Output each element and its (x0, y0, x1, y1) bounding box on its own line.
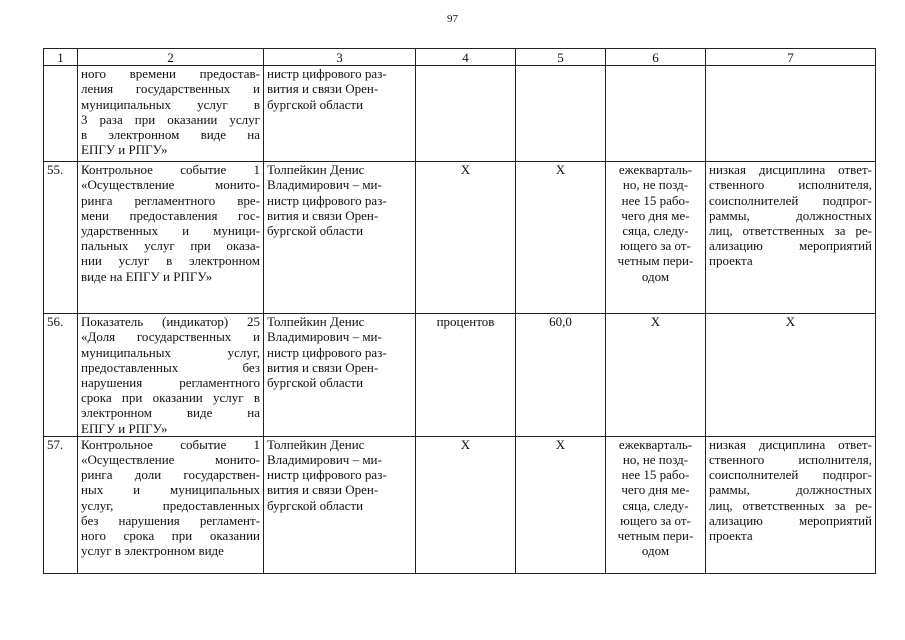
responsible-line: Владимирович – ми- (267, 452, 382, 468)
responsible-cell (264, 436, 416, 573)
responsible-line: бургской области (267, 375, 364, 391)
responsible-line: Толпейкин Денис (267, 436, 365, 452)
value-cell (516, 66, 606, 162)
indicator-name-line: ринга регламентного вре- (81, 192, 260, 208)
period-line: чего дня ме- (621, 207, 690, 223)
responsible-line: бургской области (267, 497, 364, 513)
header-row (44, 49, 876, 66)
indicator-name-line: ЕПГУ и РПГУ» (81, 142, 168, 158)
responsible-line: Толпейкин Денис (267, 162, 365, 178)
indicator-name-line: в электронном виде на (81, 127, 260, 143)
indicator-name-line: Контрольное событие 1 (81, 162, 260, 178)
risk-line: низкая дисциплина ответ- (709, 162, 872, 178)
indicator-name-line: «Осуществление монито- (81, 452, 260, 468)
indicator-name-line: ЕПГУ и РПГУ» (81, 420, 168, 436)
row-number-cell (44, 314, 78, 437)
column-header: 2 (78, 49, 264, 66)
row-number: 56. (47, 314, 64, 330)
page-number: 97 (447, 13, 458, 25)
risk-cell (706, 314, 876, 437)
indicator-name-line: предоставленных без (81, 359, 260, 375)
responsible-line: вития и связи Орен- (267, 207, 379, 223)
indicator-name-line: ринга доли государствен- (81, 467, 260, 483)
indicator-name-line: муниципальных услуг в (81, 96, 260, 112)
period-line: одом (641, 268, 670, 284)
risk-cell (706, 436, 876, 573)
period-line: чего дня ме- (621, 482, 690, 498)
indicator-name-line: «Осуществление монито- (81, 177, 260, 193)
responsible-line: нистр цифрового раз- (267, 344, 387, 360)
row-number: 57. (47, 436, 64, 452)
row-number-cell (44, 436, 78, 573)
risk-line: проекта (709, 253, 753, 269)
table-row (44, 314, 876, 437)
value-cell: Х (516, 436, 606, 573)
column-header: 3 (264, 49, 416, 66)
responsible-line: Толпейкин Денис (267, 314, 365, 330)
value-cell: 60,0 (516, 314, 606, 437)
risk-cell (706, 162, 876, 314)
row-number-cell (44, 162, 78, 314)
risk-line: соисполнителей подпрог- (709, 467, 872, 483)
table-row (44, 162, 876, 314)
period-cell (606, 162, 706, 314)
period-line: но, не позд- (622, 177, 689, 193)
indicator-name-line: 3 раза при оказании услуг (81, 111, 260, 127)
indicator-name-line: муниципальных услуг, (81, 344, 260, 360)
value-cell: Х (516, 162, 606, 314)
indicator-name-cell (78, 436, 264, 573)
risk-line: раммы, должностных (709, 482, 872, 498)
indicator-name-line: нарушения регламентного (81, 375, 260, 391)
responsible-line: вития и связи Орен- (267, 482, 379, 498)
table-row (44, 66, 876, 162)
risk-line: Х (785, 314, 796, 330)
indicator-name-line: «Доля государственных и (81, 329, 260, 345)
responsible-line: бургской области (267, 96, 364, 112)
risk-line: низкая дисциплина ответ- (709, 436, 872, 452)
unit-cell: Х (416, 162, 516, 314)
responsible-line: вития и связи Орен- (267, 359, 379, 375)
period-cell (606, 314, 706, 437)
responsible-cell (264, 162, 416, 314)
indicator-name-line: Показатель (индикатор) 25 (81, 314, 260, 330)
period-line: четным пери- (617, 528, 694, 544)
period-line: одом (641, 543, 670, 559)
responsible-line: нистр цифрового раз- (267, 192, 387, 208)
period-line: нее 15 рабо- (621, 192, 690, 208)
indicator-name-line: мени предоставления гос- (81, 207, 260, 223)
period-line: сяца, следу- (622, 223, 689, 239)
responsible-cell (264, 66, 416, 162)
period-line: Х (650, 314, 661, 330)
risk-line: проекта (709, 528, 753, 544)
period-line: нее 15 рабо- (621, 467, 690, 483)
unit-cell (416, 66, 516, 162)
responsible-line: бургской области (267, 223, 364, 239)
period-line: ющего за от- (620, 512, 691, 528)
risk-line: раммы, должностных (709, 207, 872, 223)
risk-line: ственного исполнителя, (709, 177, 872, 193)
responsible-line: нистр цифрового раз- (267, 66, 387, 82)
indicator-name-line: ления государственных и (81, 81, 260, 97)
risk-line: ственного исполнителя, (709, 452, 872, 468)
indicator-name-line: пальных услуг при оказа- (81, 238, 260, 254)
risk-line: ализацию мероприятий (709, 512, 872, 528)
indicator-name-line: без нарушения регламент- (81, 512, 260, 528)
period-cell (606, 66, 706, 162)
table-row (44, 436, 876, 573)
indicator-name-line: услуг, предоставленных (81, 497, 260, 513)
indicator-name-line: нии услуг в электронном (81, 253, 260, 269)
responsible-line: Владимирович – ми- (267, 329, 382, 345)
column-header: 4 (416, 49, 516, 66)
column-header: 1 (44, 49, 78, 66)
indicator-name-cell (78, 162, 264, 314)
indicator-name-line: ударственных и муници- (81, 223, 260, 239)
period-line: ежекварталь- (618, 436, 693, 452)
indicator-name-line: ного срока при оказании (81, 528, 260, 544)
row-number-cell (44, 66, 78, 162)
indicator-name-line: услуг в электронном виде (81, 543, 224, 559)
risk-line: соисполнителей подпрог- (709, 192, 872, 208)
responsible-line: Владимирович – ми- (267, 177, 382, 193)
period-line: но, не позд- (622, 452, 689, 468)
indicator-name-cell (78, 314, 264, 437)
indicator-name-line: виде на ЕПГУ и РПГУ» (81, 268, 213, 284)
indicator-name-line: срока при оказании услуг в (81, 390, 260, 406)
period-line: ежекварталь- (618, 162, 693, 178)
row-number: 55. (47, 162, 64, 178)
period-line: четным пери- (617, 253, 694, 269)
column-header: 5 (516, 49, 606, 66)
indicator-name-cell (78, 66, 264, 162)
risk-line: лиц, ответственных за ре- (709, 497, 872, 513)
risk-line: ализацию мероприятий (709, 238, 872, 254)
indicator-name-line: Контрольное событие 1 (81, 436, 260, 452)
indicator-name-line: ного времени предостав- (81, 66, 260, 82)
period-line: сяца, следу- (622, 497, 689, 513)
period-line: ющего за от- (620, 238, 691, 254)
responsible-cell (264, 314, 416, 437)
column-header: 7 (706, 49, 876, 66)
responsible-line: нистр цифрового раз- (267, 467, 387, 483)
risk-line: лиц, ответственных за ре- (709, 223, 872, 239)
indicator-name-line: ных и муниципальных (81, 482, 260, 498)
unit-cell: Х (416, 436, 516, 573)
indicator-name-line: электронном виде на (81, 405, 260, 421)
program-table (43, 48, 876, 574)
risk-cell (706, 66, 876, 162)
unit-cell: процентов (416, 314, 516, 437)
column-header: 6 (606, 49, 706, 66)
period-cell (606, 436, 706, 573)
responsible-line: вития и связи Орен- (267, 81, 379, 97)
